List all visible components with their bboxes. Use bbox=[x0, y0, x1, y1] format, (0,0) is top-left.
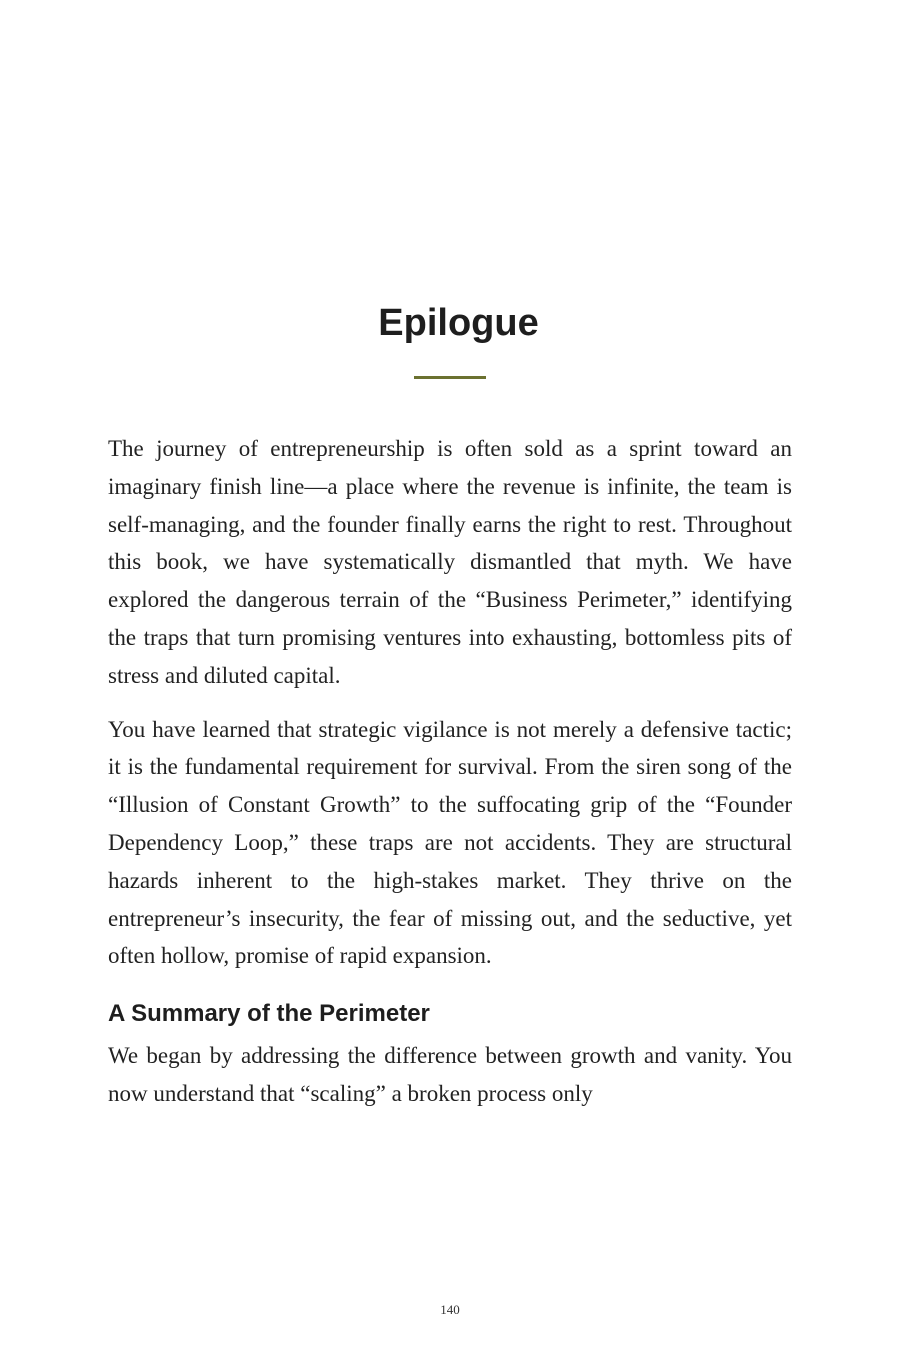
page-number: 140 bbox=[440, 1302, 460, 1317]
section-paragraph: We began by addressing the difference between growth and vanity. You now understand that “scaling” a broken process only bbox=[108, 1043, 792, 1106]
body-paragraph-1: The journey of entrepreneurship is often sold as a sprint toward an imaginary finish line—a place where the revenue is infinite, the team is self-managing, and the founder finally earns the right to rest. Throughout this book, we have systematically dismantled that myth. We have explored the dangerous terrain of the “Business Perimeter,” identifying the traps that turn promising ventures into exhausting, bottomless pits of stress and diluted capital. bbox=[108, 436, 792, 688]
title-divider bbox=[414, 376, 486, 379]
section-heading: A Summary of the Perimeter bbox=[108, 1000, 430, 1028]
body-paragraph-2: You have learned that strategic vigilance is not merely a defensive tactic; it is the fundamental requirement for survival. From the siren song of the “Illusion of Constant Growth” to the suffocating grip of the “Founder Dependency Loop,” these traps are not accidents. They are structural hazards inherent to the high-stakes market. They thrive on the entrepreneur’s insecurity, the fear of missing out, and the seductive, yet often hollow, promise of rapid expansion. bbox=[108, 716, 792, 969]
body-text bbox=[108, 430, 792, 1129]
chapter-title: Epilogue bbox=[378, 302, 539, 344]
